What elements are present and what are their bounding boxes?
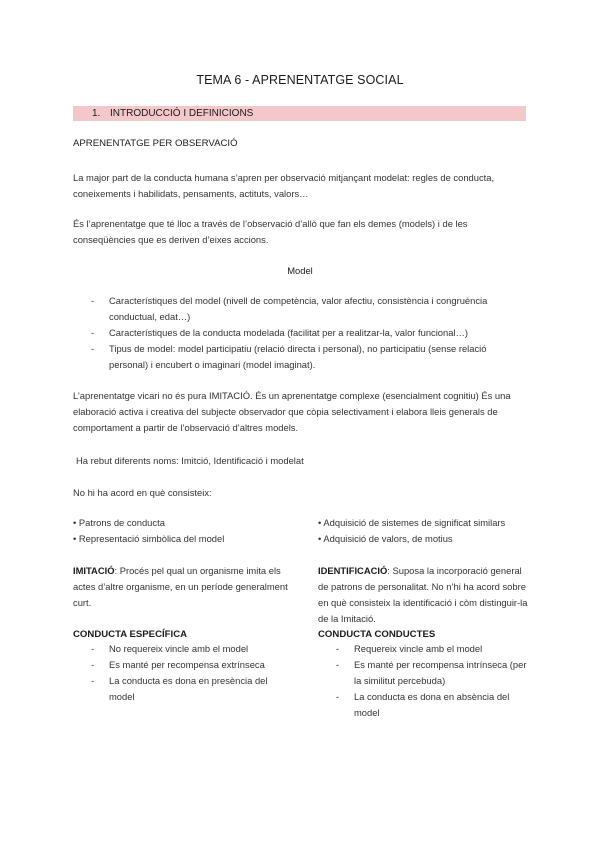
model-list [73,293,528,373]
list-item-text: Requereix vincle amb el model [354,643,483,654]
model-heading: Model [287,265,313,276]
imitacio-text: : Procés pel qual un organisme imita els actes d’altre organisme, en un període generalment curt. [73,565,288,608]
paragraph-1: La major part de la conducta humana s’apren per observació mitjançant modelat: regles de conducta, coneixements i habilidats, pensaments, actituts, valors… [73,172,495,199]
bullets-right [318,515,530,547]
dash-marker: - [91,327,95,338]
section-number: 1. [92,108,101,119]
imitacio-definition [73,563,288,611]
list-item [73,515,303,531]
subheading-observacio: APRENENTATGE PER OBSERVACIÓ [73,138,238,149]
bullet-marker: • [318,517,322,528]
dash-marker: - [91,675,95,686]
list-item [73,341,528,373]
identificacio-term: IDENTIFICACIÓ [318,565,388,576]
dash-marker: - [91,343,95,354]
list-item-text: Representació simbòlica del model [78,533,225,544]
dash-marker: - [91,295,95,306]
dash-marker: - [336,691,340,702]
paragraph-4: Ha rebut diferents noms: Imitció, Identificació i modelat [76,455,304,466]
dash-marker: - [91,659,95,670]
imitacio-term: IMITACIÓ [73,565,115,576]
page-title: TEMA 6 - APRENENTATGE SOCIAL [196,73,404,87]
list-item [318,657,530,689]
list-item-text: No requereix vincle amb el model [109,643,249,654]
paragraph-5: No hi ha acord en què consisteix: [73,487,212,498]
list-item-text: Es manté per recompensa extrínseca [109,659,265,670]
list-item-text: Es manté per recompensa intrínseca (per la similitut percebuda) [354,659,527,686]
list-item [318,531,530,547]
dash-marker: - [91,643,95,654]
list-item-text: Característiques del model (nivell de competència, valor afectiu, consistència i congruència conductual, edat…) [109,295,488,322]
list-item-text: Adquisició de valors, de motius [323,533,453,544]
conducta-conductes-list [318,641,530,721]
dash-marker: - [336,643,340,654]
list-item-text: Tipus de model: model participatiu (relació directa i personal), no participatiu (sense relació personal) i encubert o imaginari (model imaginat). [109,343,487,370]
conducta-especifica-heading: CONDUCTA ESPECÍFICA [73,629,188,640]
list-item [73,531,303,547]
paragraph-2: És l’aprenentatge que té lloc a través de l’observació d’allò que fan els demes (models) i de les conseqüències que es deriven d’eixes accions. [73,218,468,245]
bullet-marker: • [73,517,77,528]
list-item [73,293,528,325]
list-item-text: La conducta es dona en presència del model [109,675,268,702]
list-item-text: Adquisició de sistemes de significat similars [323,517,506,528]
section-heading-bar [73,106,526,121]
list-item [318,689,530,721]
list-item-text: Patrons de conducta [78,517,165,528]
list-item [73,641,288,657]
bullets-left [73,515,303,547]
section-label: INTRODUCCIÓ I DEFINICIONS [110,108,254,119]
list-item [73,325,528,341]
identificacio-text: : Suposa la incorporació general de patrons de personalitat. No n’hi ha acord sobre en què consisteix la identificació i còm distinguir-la de la Imitació. [318,565,528,624]
paragraph-3: L’aprenentatge vicari no és pura IMITACIÓ. És un aprenentatge complexe (esencialment cognitiu) És una elaboració activa i creativa del subjecte observador que còpia selectivament i elabora lleis generals de comportament a partir de l’observació d’altres models. [73,390,511,433]
dash-marker: - [336,659,340,670]
list-item-text: La conducta es dona en absència del model [354,691,510,718]
list-item [73,673,288,705]
list-item [318,641,530,657]
conducta-conductes-heading: CONDUCTA CONDUCTES [318,629,436,640]
list-item [318,515,530,531]
bullet-marker: • [318,533,322,544]
bullet-marker: • [73,533,77,544]
identificacio-definition [318,563,530,627]
conducta-especifica-list [73,641,288,705]
list-item [73,657,288,673]
list-item-text: Característiques de la conducta modelada (facilitat per a realitzar-la, valor funcional…) [109,327,469,338]
